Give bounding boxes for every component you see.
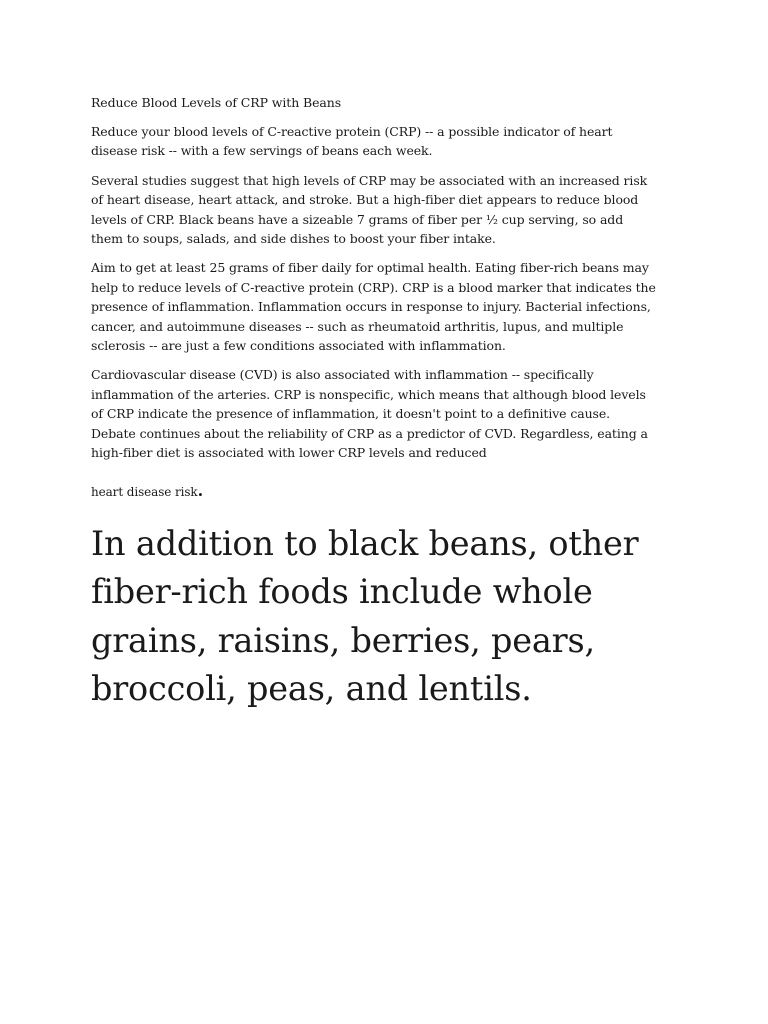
- large-text-paragraph: In addition to black beans, other fiber-rich foods include whole grains, raisins, berries, pears, broccoli, peas, and lentils.: [91, 523, 639, 709]
- paragraph-fiber-goal: Aim to get at least 25 grams of fiber daily for optimal health. Eating fiber-rich beans may help to reduce levels of C-reactive protein (CRP). CRP is a blood marker that indicates the presence of inflammation. Inflammation occurs in response to injury. Bacterial infections, cancer, and autoimmune diseases -- such as rheumatoid arthritis, lupus, and multiple sclerosis -- are just a few conditions associated with inflammation.: [91, 260, 656, 354]
- paragraph-tail: [91, 481, 658, 502]
- tail-dot: .: [197, 480, 204, 500]
- tail-text: heart disease risk: [91, 484, 198, 499]
- paragraph-studies: Several studies suggest that high levels of CRP may be associated with an increased risk of heart disease, heart attack, and stroke. But a high-fiber diet appears to reduce blood levels of CRP. Black beans have a sizeable 7 grams of fiber per ½ cup serving, so add them to soups, salads, and side dishes to boost your fiber intake.: [91, 172, 648, 247]
- paragraph-intro: Reduce your blood levels of C-reactive protein (CRP) -- a possible indicator of heart disease risk -- with a few servings of beans each week.: [91, 124, 613, 159]
- paragraph-cvd: Cardiovascular disease (CVD) is also associated with inflammation -- specifically inflammation of the arteries. CRP is nonspecific, which means that although blood levels of CRP indicate the presence of inflammation, it doesn't point to a definitive cause. Debate continues about the reliability of CRP as a predictor of CVD. Regardless, eating a high-fiber diet is associated with lower CRP levels and reduced: [91, 367, 648, 461]
- document-title: Reduce Blood Levels of CRP with Beans: [91, 95, 342, 110]
